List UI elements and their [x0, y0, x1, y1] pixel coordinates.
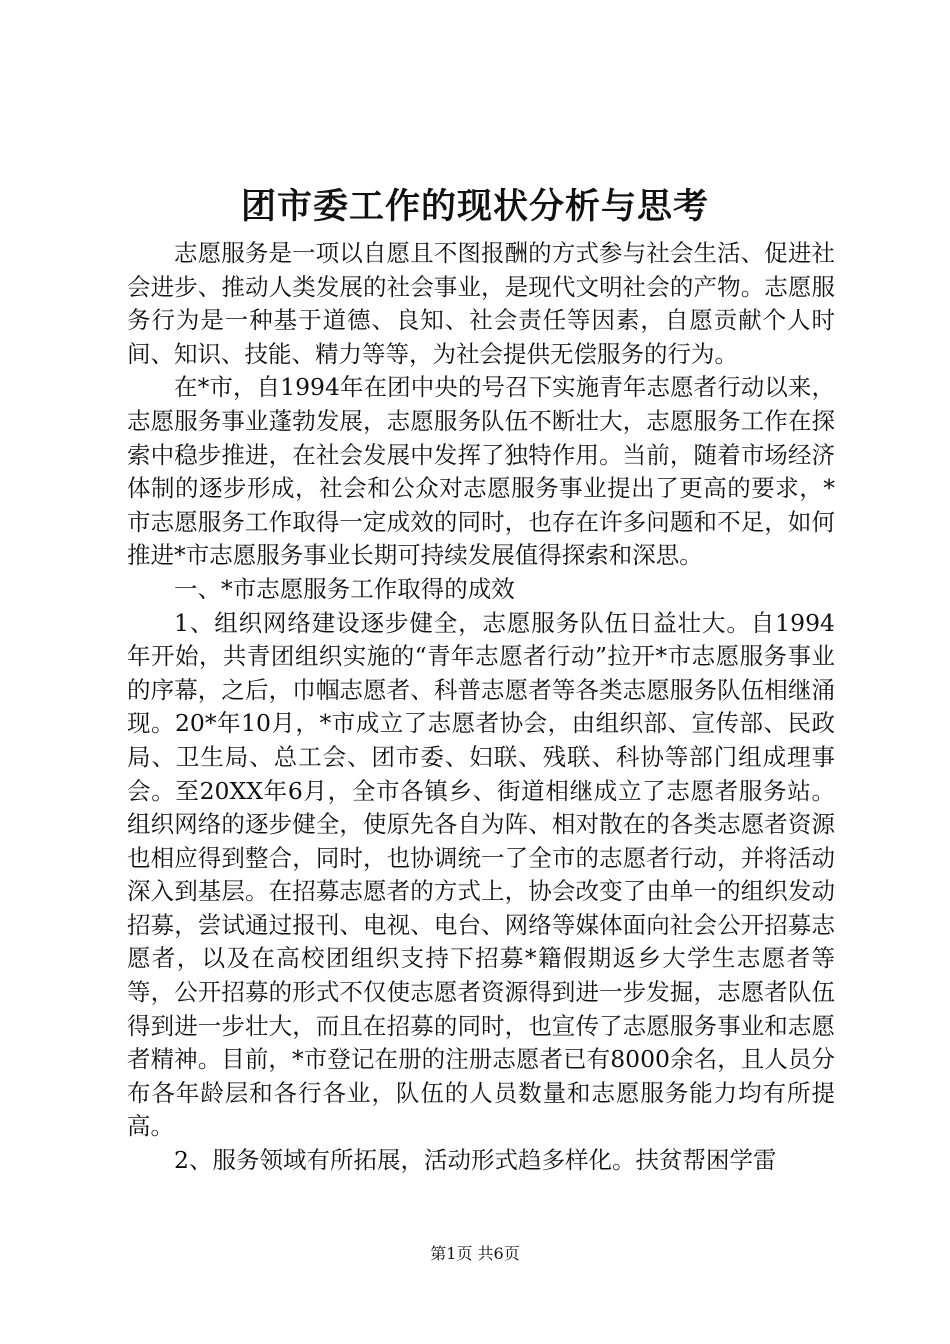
document-title: 团市委工作的现状分析与思考	[240, 186, 709, 227]
document-body	[127, 237, 835, 1178]
paragraph-organization: 1、组织网络建设逐步健全，志愿服务队伍日益壮大。自1994年开始，共青团组织实施的“青年志愿者行动”拉开*市志愿服务事业的序幕，之后，巾帼志愿者、科普志愿者等各类志愿服务队伍相继涌现。20*年10月，*市成立了志愿者协会，由组织部、宣传部、民政局、卫生局、总工会、团市委、妇联、残联、科协等部门组成理事会。至20XX年6月，全市各镇乡、街道相继成立了志愿者服务站。组织网络的逐步健全，使原先各自为阵、相对散在的各类志愿者资源也相应得到整合，同时，也协调统一了全市的志愿者行动，并将活动深入到基层。在招募志愿者的方式上，协会改变了由单一的组织发动招募，尝试通过报刊、电视、电台、网络等媒体面向社会公开招募志愿者，以及在高校团组织支持下招募*籍假期返乡大学生志愿者等等，公开招募的形式不仅使志愿者资源得到进一步发掘，志愿者队伍得到进一步壮大，而且在招募的同时，也宣传了志愿服务事业和志愿者精神。目前，*市登记在册的注册志愿者已有8000余名，且人员分布各年龄层和各行各业，队伍的人员数量和志愿服务能力均有所提高。	[127, 608, 835, 1141]
section-heading: 一、*市志愿服务工作取得的成效	[174, 574, 515, 603]
paragraph-background: 在*市，自1994年在团中央的号召下实施青年志愿者行动以来，志愿服务事业蓬勃发展，志愿服务队伍不断壮大，志愿服务工作在探索中稳步推进，在社会发展中发挥了独特作用。当前，随着市场经济体制的逐步形成，社会和公众对志愿服务事业提出了更高的要求，*市志愿服务工作取得一定成效的同时，也存在许多问题和不足，如何推进*市志愿服务事业长期可持续发展值得探索和深思。	[127, 373, 835, 570]
paragraph-intro: 志愿服务是一项以自愿且不图报酬的方式参与社会生活、促进社会进步、推动人类发展的社会事业，是现代文明社会的产物。志愿服务行为是一种基于道德、良知、社会责任等因素，自愿贡献个人时间、知识、技能、精力等等，为社会提供无偿服务的行为。	[127, 239, 835, 368]
page-footer: 第1页 共6页	[430, 1244, 520, 1263]
paragraph-service-fields: 2、服务领域有所拓展，活动形式趋多样化。扶贫帮困学雷	[174, 1146, 777, 1175]
